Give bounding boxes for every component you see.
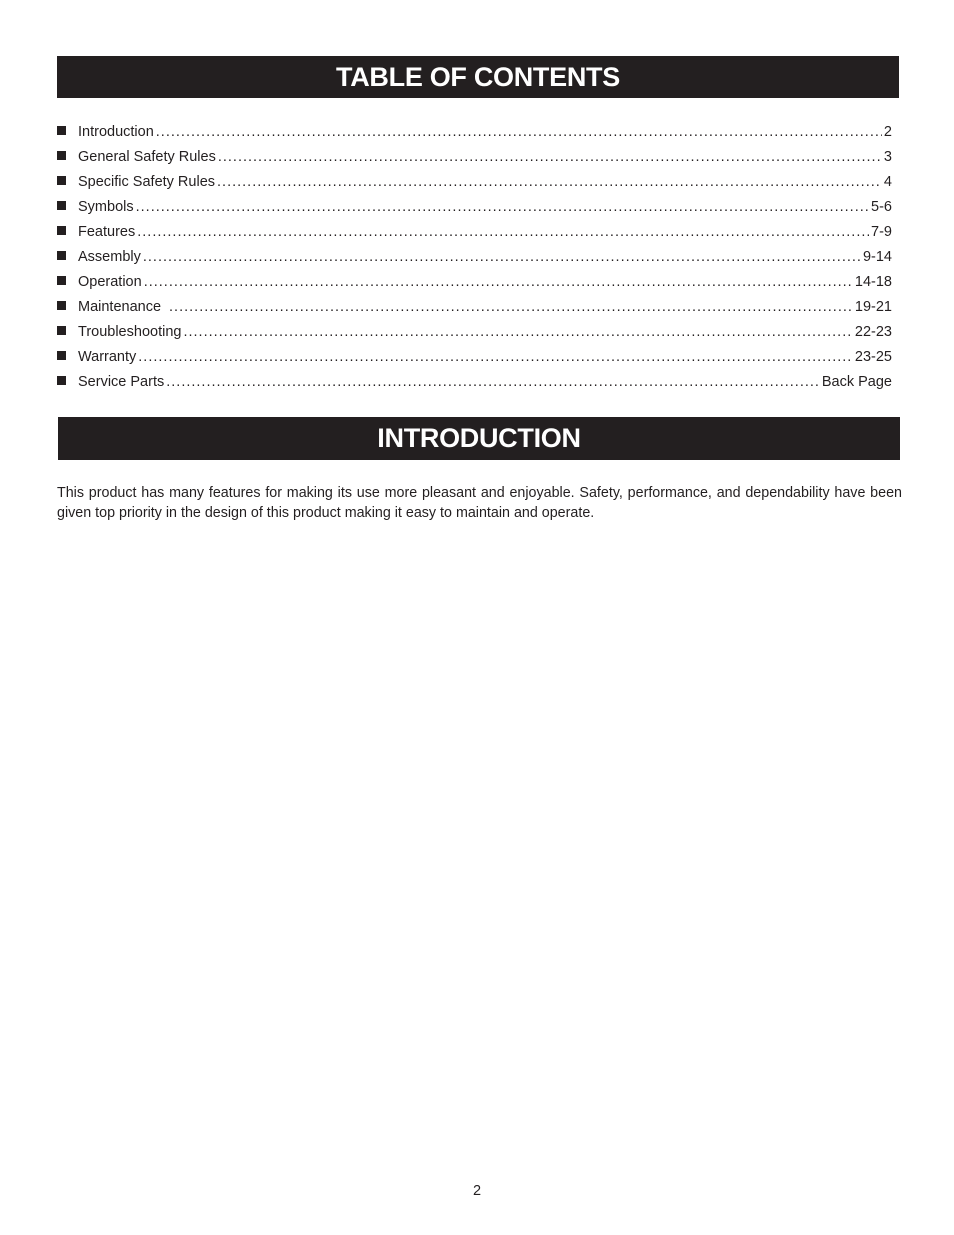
toc-item-label: Assembly: [78, 249, 141, 265]
toc-item-page: 19-21: [854, 299, 892, 315]
toc-item-label: Service Parts: [78, 374, 165, 390]
toc-item-label: Introduction: [78, 124, 154, 140]
toc-item-label: Features: [78, 224, 136, 240]
square-bullet-icon: [57, 176, 66, 185]
toc-item-symbols[interactable]: [57, 196, 892, 221]
toc-heading-banner: [57, 56, 899, 98]
square-bullet-icon: [57, 376, 66, 385]
toc-item-page: 23-25: [854, 349, 892, 365]
toc-item-page: 2: [883, 124, 892, 140]
square-bullet-icon: [57, 351, 66, 360]
toc-item-general-safety-rules[interactable]: [57, 146, 892, 171]
square-bullet-icon: [57, 151, 66, 160]
toc-item-operation[interactable]: [57, 271, 892, 296]
dot-leader: [137, 221, 869, 243]
toc-item-specific-safety-rules[interactable]: [57, 171, 892, 196]
toc-item-page: 7-9: [871, 224, 892, 240]
toc-item-label: Operation: [78, 274, 142, 290]
toc-item-maintenance[interactable]: [57, 296, 892, 321]
toc-item-page: 14-18: [854, 274, 892, 290]
dot-leader: [136, 196, 869, 218]
toc-item-introduction[interactable]: [57, 121, 892, 146]
toc-item-page: 4: [883, 174, 892, 190]
dot-leader: [217, 171, 882, 193]
toc-item-page: 9-14: [862, 249, 892, 265]
dot-leader: [183, 321, 852, 343]
toc-item-label: Specific Safety Rules: [78, 174, 216, 190]
square-bullet-icon: [57, 201, 66, 210]
dot-leader: [218, 146, 882, 168]
introduction-paragraph: This product has many features for making its use more pleasant and enjoyable. Safety, performance, and dependability have been given top priority in the design of this product making it easy to maintain and operate.: [57, 485, 902, 521]
dot-leader: [144, 271, 853, 293]
dot-leader: [156, 121, 882, 143]
toc-item-label: Symbols: [78, 199, 134, 215]
page-number: 2: [472, 1183, 482, 1199]
toc-item-assembly[interactable]: [57, 246, 892, 271]
toc-item-troubleshooting[interactable]: [57, 321, 892, 346]
toc-item-page: 22-23: [854, 324, 892, 340]
introduction-heading-banner: [58, 417, 900, 460]
square-bullet-icon: [57, 276, 66, 285]
toc-item-label: Maintenance: [78, 299, 162, 315]
square-bullet-icon: [57, 326, 66, 335]
toc-item-page: 5-6: [871, 199, 892, 215]
toc-item-features[interactable]: [57, 221, 892, 246]
toc-title: TABLE OF CONTENTS: [336, 61, 620, 92]
dot-leader: [166, 371, 820, 393]
toc-item-page: Back Page: [821, 374, 892, 390]
dot-leader: [143, 246, 861, 268]
square-bullet-icon: [57, 226, 66, 235]
toc-item-warranty[interactable]: [57, 346, 892, 371]
toc-item-label: General Safety Rules: [78, 149, 216, 165]
square-bullet-icon: [57, 301, 66, 310]
dot-leader: [138, 346, 853, 368]
toc-item-label: Troubleshooting: [78, 324, 182, 340]
toc-item-service-parts[interactable]: [57, 371, 892, 396]
toc-list: [57, 121, 892, 396]
toc-item-page: 3: [883, 149, 892, 165]
square-bullet-icon: [57, 126, 66, 135]
dot-leader: [169, 296, 853, 318]
square-bullet-icon: [57, 251, 66, 260]
introduction-title: INTRODUCTION: [377, 423, 581, 453]
toc-item-label: Warranty: [78, 349, 137, 365]
